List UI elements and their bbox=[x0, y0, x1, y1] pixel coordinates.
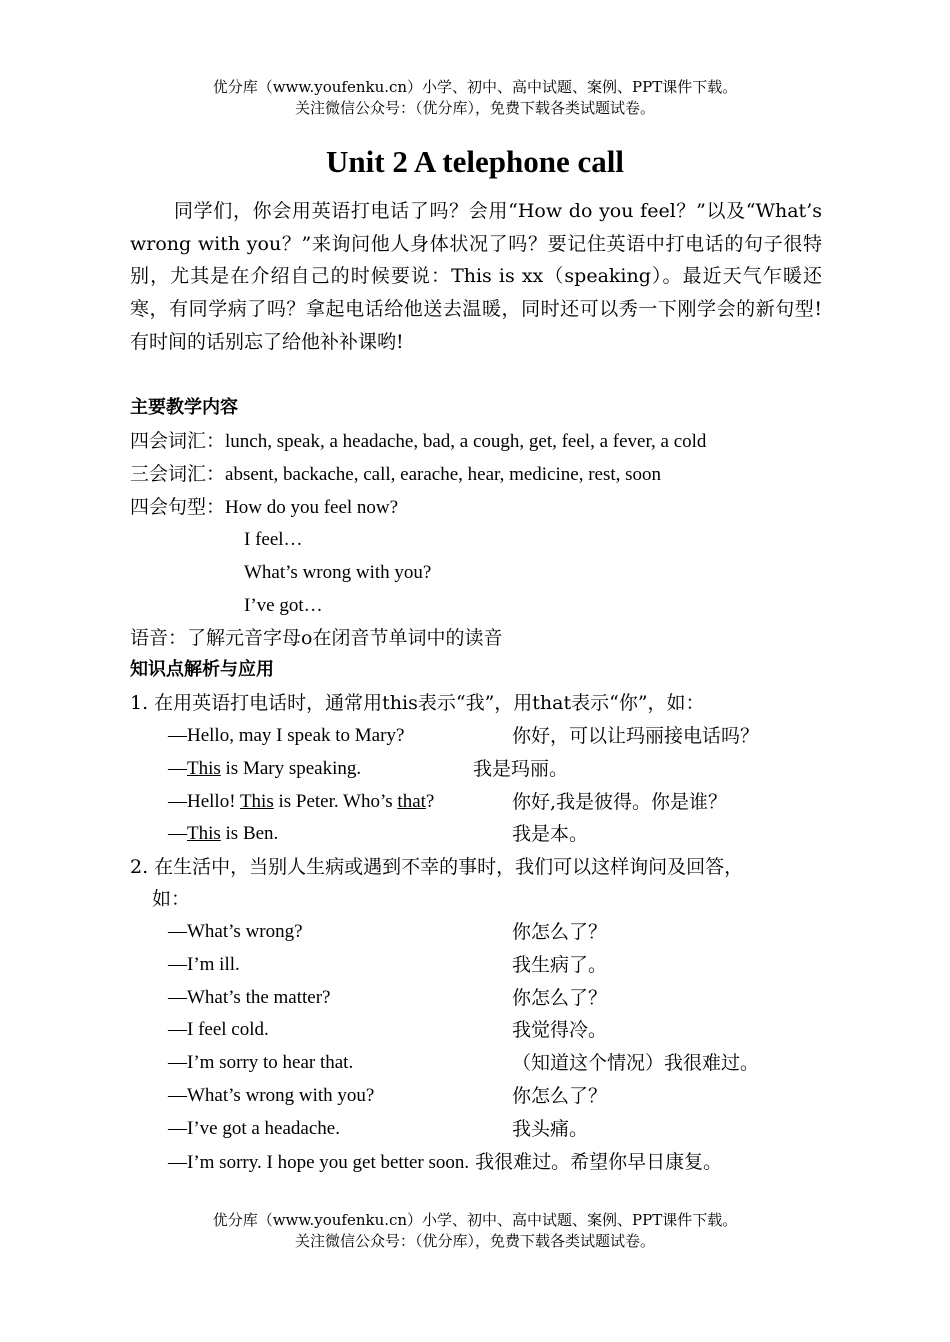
point-2: 2. 在生活中，当别人生病或遇到不幸的事时，我们可以这样询问及回答， bbox=[130, 856, 744, 878]
english-text: is Peter. Who’s bbox=[273, 791, 398, 812]
point-2-continued: 如： bbox=[152, 888, 191, 910]
sentence-patterns bbox=[130, 495, 398, 520]
underlined-word: This bbox=[187, 758, 221, 779]
dash: — bbox=[168, 823, 187, 844]
point-1: 1. 在用英语打电话时，通常用this表示“我”，用that表示“你”，如： bbox=[130, 692, 705, 714]
english-text: What’s wrong? bbox=[187, 921, 303, 942]
dash: — bbox=[168, 1052, 187, 1073]
dialogue-line bbox=[168, 953, 240, 977]
english-text: Hello, may I speak to Mary? bbox=[187, 725, 405, 746]
chinese-translation: 你好，可以让玛丽接电话吗？ bbox=[512, 725, 760, 747]
english-text: ? bbox=[425, 791, 435, 812]
underlined-word: that bbox=[397, 791, 426, 812]
vocab3-label: 三会词汇： bbox=[130, 463, 226, 485]
english-text: I’ve got a headache. bbox=[187, 1118, 340, 1139]
pattern-item: I feel… bbox=[244, 529, 303, 550]
dash: — bbox=[168, 954, 187, 975]
dash: — bbox=[168, 1085, 187, 1106]
chinese-translation: 你怎么了？ bbox=[512, 987, 608, 1009]
dialogue-line bbox=[168, 790, 434, 814]
dash: — bbox=[168, 791, 187, 812]
pattern-item: What’s wrong with you? bbox=[244, 562, 432, 583]
dash: — bbox=[168, 758, 187, 779]
chinese-translation: 你怎么了？ bbox=[512, 1085, 608, 1107]
vocab4-words: lunch, speak, a headache, bad, a cough, get, feel, a fever, a cold bbox=[225, 431, 707, 452]
dialogue-line bbox=[168, 1051, 353, 1075]
header-line-2: 关注微信公众号：（优分库），免费下载各类试题试卷。 bbox=[294, 99, 655, 117]
pattern-item: How do you feel now? bbox=[225, 497, 399, 518]
section-heading-main-content: 主要教学内容 bbox=[130, 397, 238, 418]
chinese-translation: （知道这个情况）我很难过。 bbox=[512, 1052, 760, 1074]
chinese-translation: 我是玛丽。 bbox=[473, 758, 569, 780]
chinese-translation: 我是本。 bbox=[512, 823, 589, 845]
dash: — bbox=[168, 921, 187, 942]
english-text: What’s wrong with you? bbox=[187, 1085, 375, 1106]
chinese-translation: 我头痛。 bbox=[512, 1118, 589, 1140]
page-title: Unit 2 A telephone call bbox=[326, 144, 624, 179]
patterns-label: 四会句型： bbox=[130, 496, 226, 518]
dialogue-line bbox=[168, 1084, 374, 1108]
chinese-translation: 你怎么了？ bbox=[512, 921, 608, 943]
dash: — bbox=[168, 1152, 187, 1173]
underlined-word: This bbox=[187, 823, 221, 844]
chinese-translation: 我生病了。 bbox=[512, 954, 608, 976]
pattern-item: I’ve got… bbox=[244, 595, 323, 616]
dialogue-line bbox=[168, 724, 404, 748]
english-text: is Ben. bbox=[220, 823, 279, 844]
dialogue-line bbox=[168, 757, 361, 781]
intro-paragraph bbox=[130, 195, 822, 359]
header-line-1: 优分库（www.youfenku.cn）小学、初中、高中试题、案例、PPT课件下载。 bbox=[212, 78, 738, 96]
intro-text: 同学们，你会用英语打电话了吗？会用“How do you feel？”以及“What’s wrong with you？”来询问他人身体状况了吗？要记住英语中打电话的句子很特别，尤其是在介绍自己的时候要说：This is xx（speaking）。最近天气乍暖还寒，有同学病了吗？拿起电话给他送去温暖，同时还可以秀一下刚学会的新句型! 有时间的话别忘了给他补补课哟! bbox=[130, 200, 822, 353]
phonics-line: 语音：了解元音字母o在闭音节单词中的读音 bbox=[130, 627, 503, 649]
english-text: I’m sorry to hear that. bbox=[187, 1052, 354, 1073]
dialogue-line bbox=[168, 920, 303, 944]
english-text: What’s the matter? bbox=[187, 987, 331, 1008]
footer-line-1: 优分库（www.youfenku.cn）小学、初中、高中试题、案例、PPT课件下载。 bbox=[212, 1211, 738, 1229]
vocab3-words: absent, backache, call, earache, hear, medicine, rest, soon bbox=[225, 464, 662, 485]
underlined-word: This bbox=[239, 791, 274, 812]
english-text: I feel cold. bbox=[187, 1019, 269, 1040]
dialogue-line bbox=[168, 1117, 340, 1141]
vocab4-label: 四会词汇： bbox=[130, 430, 226, 452]
dialogue-line bbox=[168, 1150, 722, 1175]
chinese-translation: 你好,我是彼得。你是谁？ bbox=[512, 791, 728, 813]
vocab-four-skills bbox=[130, 429, 706, 454]
english-text: I’m sorry. I hope you get better soon. bbox=[187, 1152, 470, 1173]
english-text: is Mary speaking. bbox=[220, 758, 362, 779]
english-text: I’m ill. bbox=[187, 954, 240, 975]
vocab-three-skills bbox=[130, 462, 661, 487]
dash: — bbox=[168, 725, 187, 746]
chinese-translation: 我觉得冷。 bbox=[512, 1019, 608, 1041]
footer-line-2: 关注微信公众号：（优分库），免费下载各类试题试卷。 bbox=[294, 1232, 655, 1250]
chinese-translation: 我很难过。希望你早日康复。 bbox=[475, 1151, 723, 1173]
dialogue-line bbox=[168, 1018, 269, 1042]
section-heading-knowledge-points: 知识点解析与应用 bbox=[130, 659, 274, 680]
dash: — bbox=[168, 1019, 187, 1040]
dash: — bbox=[168, 987, 187, 1008]
dash: — bbox=[168, 1118, 187, 1139]
english-text: Hello! bbox=[187, 791, 240, 812]
dialogue-line bbox=[168, 986, 331, 1010]
dialogue-line bbox=[168, 822, 278, 846]
